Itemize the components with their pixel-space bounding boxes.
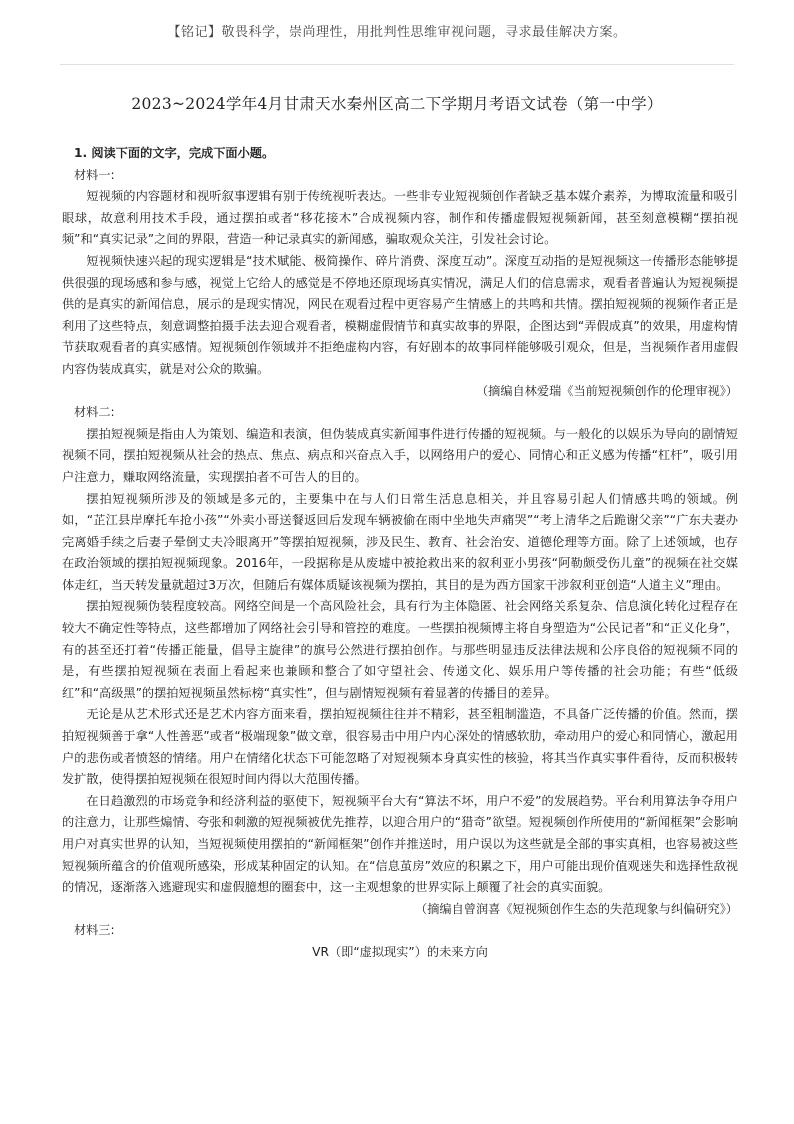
material1-paragraph: 短视频的内容题材和视听叙事逻辑有别于传统视听表达。一些非专业短视频创作者缺乏基本媒介素养，为博取流量和吸引眼球，故意利用技术手段，通过摆拍或者“移花接木”合成视频内容，制作和传播虚假短视频新闻，甚至刻意模糊“摆拍视频”和“真实记录”之间的界限，营造一种记录真实的新闻感，骗取观众关注，引发社会讨论。 xyxy=(62,189,738,247)
question-content xyxy=(62,143,738,964)
material3-subtitle: VR（即“虚拟现实”）的未来方向 xyxy=(312,944,488,959)
material2-source: （摘编自曾润喜《短视频创作生态的失范现象与纠偏研究》） xyxy=(415,901,738,916)
header-divider xyxy=(60,64,734,65)
material2-paragraph: 摆拍短视频伪装程度较高。网络空间是一个高风险社会，具有行为主体隐匿、社会网络关系复杂、信息演化转化过程存在较大不确定性等特点，这些都增加了网络社会引导和管控的难度。一些摆拍视频博主将自身塑造为“公民记者”和“正义化身”，有的甚至还打着“传播正能量，倡导主旋律”的旗号公然进行摆拍创作。与那些明显违反法律法规和公序良俗的短视频不同的是，有些摆拍短视频在表面上看起来也兼顾和整合了如守望社会、传递文化、娱乐用户等传播的社会功能；有些“低级红”和“高级黑”的摆拍短视频虽然标榜“真实性”，但与剧情短视频有着显著的传播目的差异。 xyxy=(62,599,738,700)
material2-paragraph: 摆拍短视频所涉及的领域是多元的，主要集中在与人们日常生活息息相关，并且容易引起人们情感共鸣的领域。例如，“芷江县岸摩托车抢小孩”“外卖小哥送餐返回后发现车辆被偷在雨中坐地失声痛哭”“考上清华之后跪谢父亲”“广东夫妻办完离婚手续之后妻子晕倒丈夫冷眼离开”等摆拍短视频，涉及民生、教育、社会治安、道德伦理等方面。除了上述领域，也存在政治领域的摆拍短视频现象。2016年，一段据称是从废墟中被抢救出来的叙利亚小男孩“阿勒颇受伤儿童”的视频在社交媒体走红，当天转发量就超过3万次，但随后有媒体质疑该视频为摆拍，其目的是为西方国家干涉叙利亚创造“人道主义”理由。 xyxy=(62,491,738,592)
question-title: 1. 阅读下面的文字，完成下面小题。 xyxy=(74,146,275,160)
material2-paragraph: 摆拍短视频是指由人为策划、编造和表演，但伪装成真实新闻事件进行传播的短视频。与一般化的以娱乐为导向的剧情短视频不同，摆拍短视频从社会的热点、焦点、病点和兴奋点入手，以网络用户的爱心、同情心和正义感为传播“杠杆”，吸引用户注意力，赚取网络流量，实现摆拍者不可告人的目的。 xyxy=(62,426,738,484)
material3-label: 材料三: xyxy=(74,923,115,938)
material2-paragraph: 无论是从艺术形式还是艺术内容方面来看，摆拍短视频往往并不精彩，甚至粗制滥造，不具备广泛传播的价值。然而，摆拍短视频善于拿“人性善恶”或者“极端现象”做文章，很容易击中用户内心深处的情感软肋，牵动用户的爱心和同情心，激起用户的悲伤或者愤怒的情绪。用户在情绪化状态下可能忽略了对短视频本身真实性的核验，将其当作真实事件看待，反而积极转发扩散，使得摆拍短视频在很短时间内得以大范围传播。 xyxy=(62,707,738,787)
material1-label: 材料一: xyxy=(74,167,115,182)
page-title: 2023~2024学年4月甘肃天水秦州区高二下学期月考语文试卷（第一中学） xyxy=(131,95,663,113)
material2-label: 材料二: xyxy=(74,405,115,420)
material1-paragraph: 短视频快速兴起的现实逻辑是“技术赋能、极简操作、碎片消费、深度互动”。深度互动指的是短视频这一传播形态能够提供很强的现场感和参与感，视觉上它给人的感觉是不停地还原现场真实情况，满足人们的信息需求，观看者普遍认为短视频提供的是真实的新闻信息，展示的是现实情况，网民在观看过程中更容易产生情感上的共鸣和共情。摆拍短视频的视频作者正是利用了这些特点，刻意调整拍摄手法去迎合观看者，模糊虚假情节和真实故事的界限，企图达到“弄假成真”的效果，用虚构情节获取观看者的真实感情。短视频创作领域并不拒绝虚构内容，有好剧本的故事同样能够吸引观众，但是，当视频作者用虚假内容伪装成真实，就是对公众的欺骗。 xyxy=(62,253,738,376)
header-motto: 【铭记】敬畏科学，崇尚理性，用批判性思维审视问题，寻求最佳解决方案。 xyxy=(167,24,627,40)
material1-source: （摘编自林爱瑞《当前短视频创作的伦理审视》） xyxy=(475,383,738,398)
material2-paragraph: 在日趋激烈的市场竞争和经济利益的驱使下，短视频平台大有“算法不坏，用户不爱”的发展趋势。平台利用算法争夺用户的注意力，让那些煽情、夸张和刺激的短视频被优先推荐，以迎合用户的“猎奇”欲望。短视频创作所使用的“新闻框架”会影响用户对真实世界的认知，当短视频使用摆拍的“新闻框架”创作并推送时，用户误以为这些就是全部的事实真相，也容易被这些短视频所蕴含的价值观所感染，形成某种固定的认知。在“信息茧房”效应的积累之下，用户可能出现价值观迷失和选择性敌视的情况，逐渐落入逃避现实和虚假臆想的圈套中，这一主观想象的世界实际上颠覆了社会的真实面貌。 xyxy=(62,793,738,895)
